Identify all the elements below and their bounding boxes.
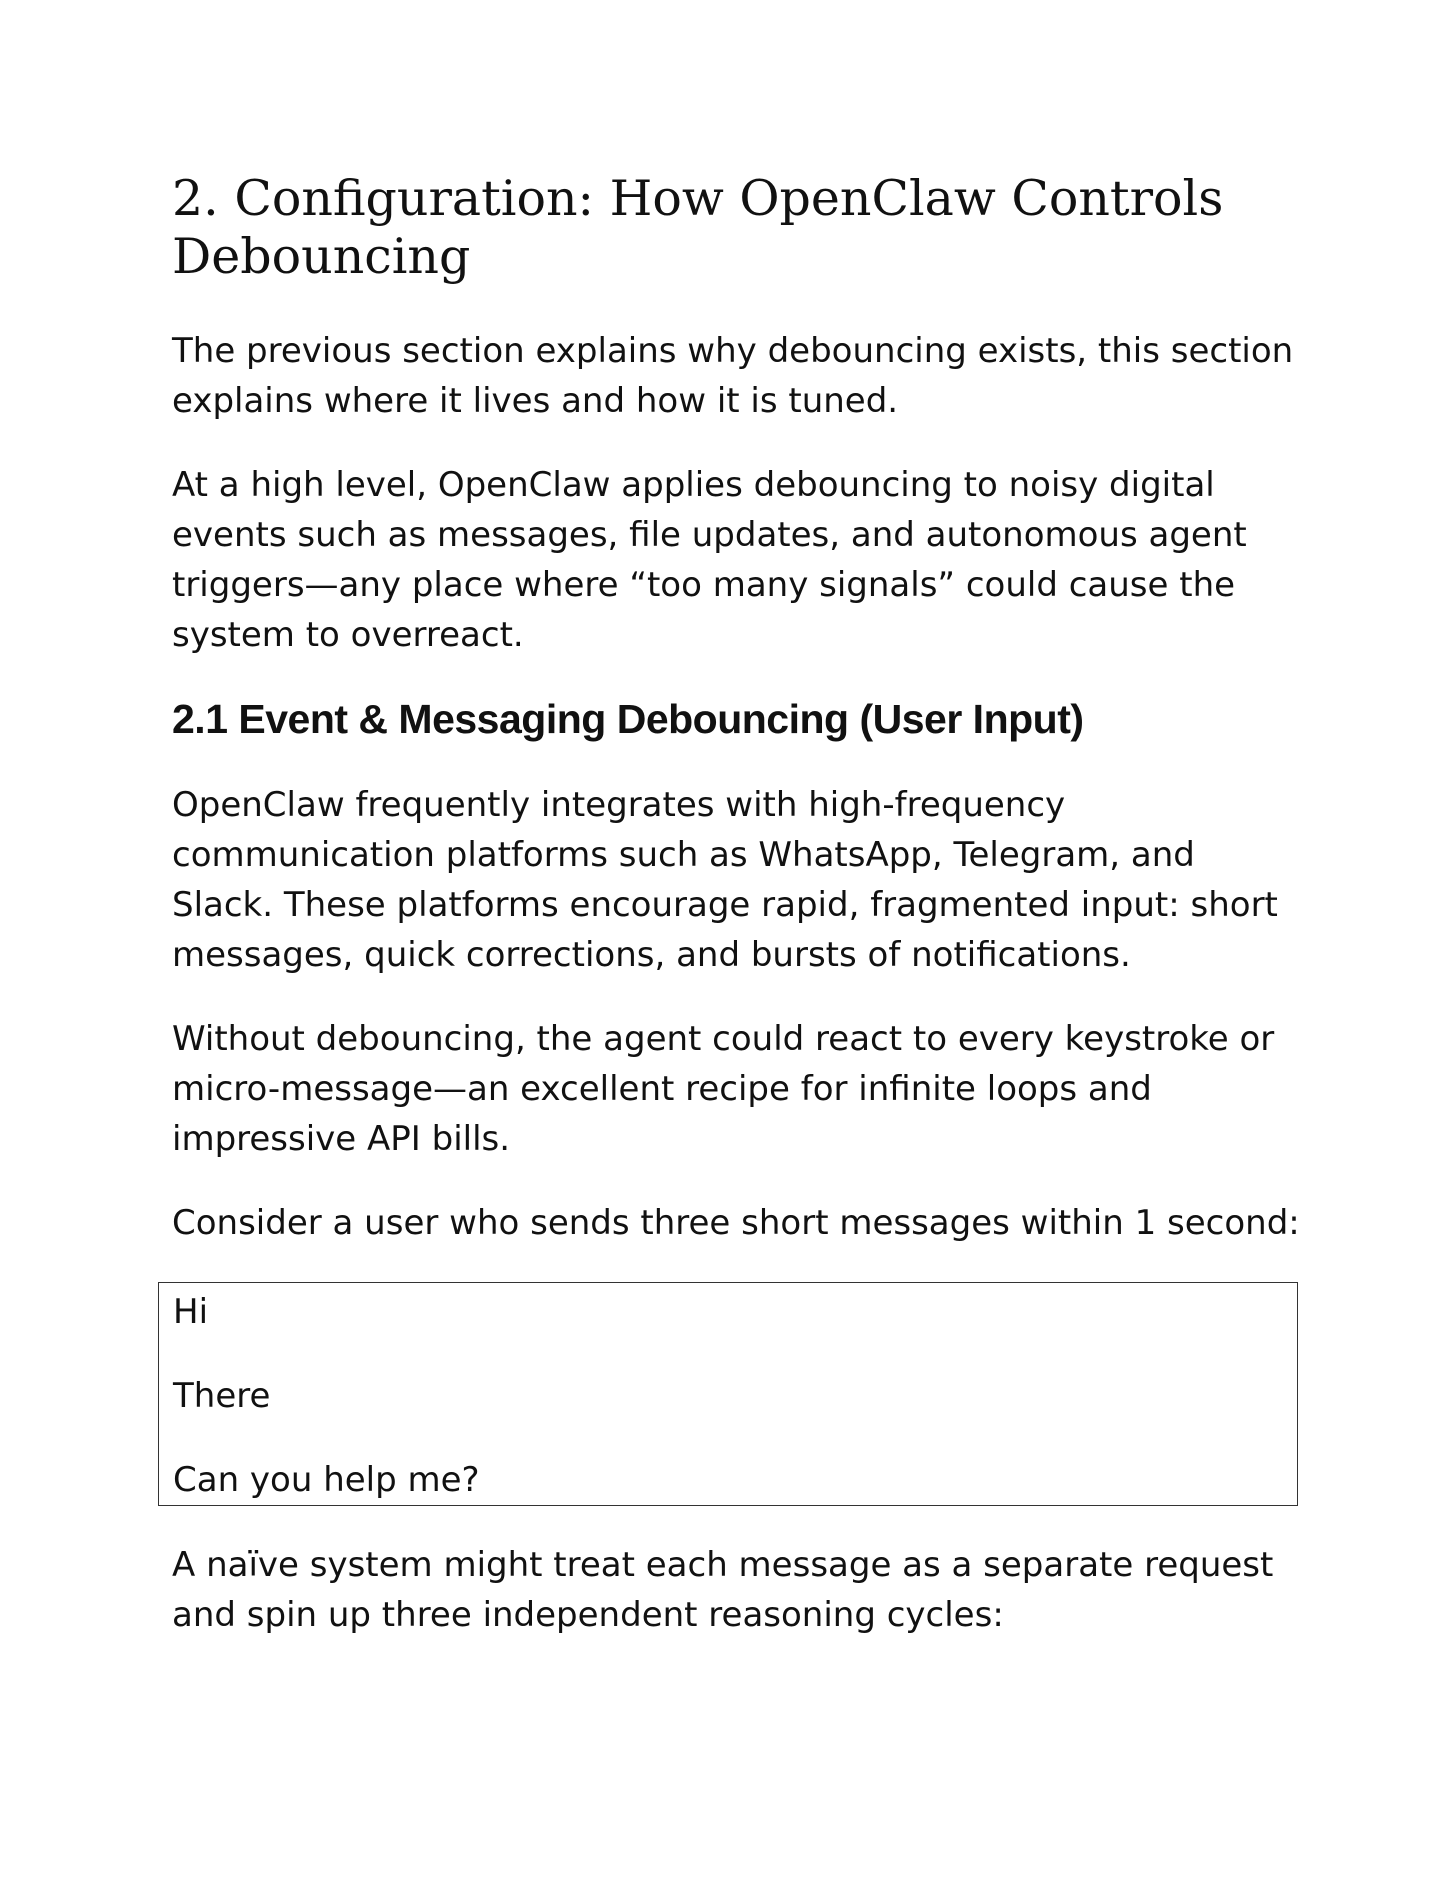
subsection-paragraph-2: Without debouncing, the agent could react to every keystroke or micro-message—an excellent recipe for infinite loops and impressive API bills.: [172, 1019, 1275, 1159]
example-message: Can you help me?: [173, 1460, 480, 1500]
section-heading: 2. Configuration: How OpenClaw Controls Debouncing: [172, 170, 1224, 285]
example-message: Hi: [173, 1292, 209, 1332]
subsection-paragraph-4: A naïve system might treat each message as a separate request and spin up three independent reasoning cycles:: [172, 1545, 1274, 1635]
subsection-paragraph-3: Consider a user who sends three short messages within 1 second:: [172, 1203, 1300, 1243]
subsection-paragraph-1: OpenClaw frequently integrates with high-frequency communication platforms such as WhatsApp, Telegram, and Slack. These platforms encourage rapid, fragmented input: short messages, quick corrections, and bursts of notifications.: [172, 785, 1278, 975]
subsection-heading: 2.1 Event & Messaging Debouncing (User Input): [172, 696, 1084, 742]
document-page: [172, 170, 1302, 1674]
intro-paragraph-2: At a high level, OpenClaw applies debouncing to noisy digital events such as messages, file updates, and autonomous agent triggers—any place where “too many signals” could cause the system to overreact.: [172, 465, 1247, 655]
intro-paragraph-1: The previous section explains why debouncing exists, this section explains where it lives and how it is tuned.: [172, 331, 1294, 421]
example-messages-box: [158, 1282, 1298, 1506]
example-message: There: [173, 1376, 271, 1416]
